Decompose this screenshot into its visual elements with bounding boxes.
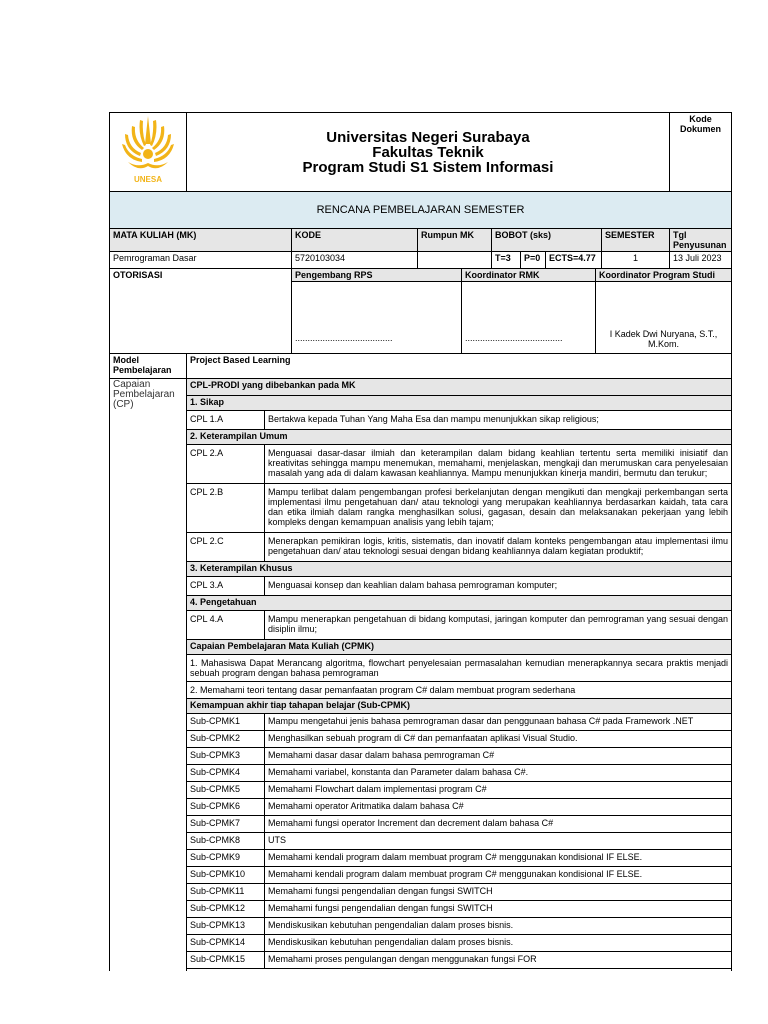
subcpmk-text: Memahami proses pengulangan dengan menggunakan fungsi FOR [265, 952, 732, 969]
subcpmk-text: UTS [265, 833, 732, 850]
col-tgl: Tgl Penyusunan [670, 229, 732, 252]
cpl-section-title: 1. Sikap [187, 396, 732, 411]
subcpmk-text: Memahami kendali program dalam membuat program C# menggunakan kondisional IF ELSE. [265, 850, 732, 867]
subcpmk-text: Memahami operator Aritmatika dalam bahasa C# [265, 799, 732, 816]
cpl-code: CPL 2.A [187, 445, 265, 484]
subcpmk-code: Sub-CPMK9 [187, 850, 265, 867]
course-semester: 1 [602, 252, 670, 269]
document-title: RENCANA PEMBELAJARAN SEMESTER [110, 192, 732, 229]
cp-label: Capaian Pembelajaran (CP) [110, 379, 187, 972]
cpl-code: CPL 4.A [187, 611, 265, 640]
unesa-logo [118, 114, 178, 188]
cpl-code: CPL 3.A [187, 577, 265, 596]
cpl-section-title: 2. Keterampilan Umum [187, 430, 732, 445]
table-tail [265, 969, 732, 972]
rps-document [109, 112, 731, 971]
subcpmk-text: Mendiskusikan kebutuhan pengendalian dalam proses bisnis. [265, 935, 732, 952]
course-t: T=3 [492, 252, 521, 269]
subcpmk-code: Sub-CPMK4 [187, 765, 265, 782]
col-bobot: BOBOT (sks) [492, 229, 602, 252]
subcpmk-heading: Kemampuan akhir tiap tahapan belajar (Sub-CPMK) [187, 699, 732, 714]
col-rumpun: Rumpun MK [418, 229, 492, 252]
subcpmk-code: Sub-CPMK11 [187, 884, 265, 901]
subcpmk-text: Mampu mengetahui jenis bahasa pemrograman dasar dan penggunaan bahasa C# pada Framework .NET [265, 714, 732, 731]
subcpmk-text: Memahami variabel, konstanta dan Parameter dalam bahasa C#. [265, 765, 732, 782]
developer-sign: ....................................... [292, 282, 462, 354]
doc-code-label: Kode Dokumen [670, 113, 732, 192]
cpmk-heading: Capaian Pembelajaran Mata Kuliah (CPMK) [187, 640, 732, 655]
cpl-code: CPL 2.C [187, 533, 265, 562]
university-name: Universitas Negeri Surabaya [326, 128, 530, 146]
coordinator-label: Koordinator RMK [462, 269, 596, 282]
cpl-section-title: 3. Keterampilan Khusus [187, 562, 732, 577]
subcpmk-code: Sub-CPMK8 [187, 833, 265, 850]
cp-table [109, 353, 732, 971]
subcpmk-text: Memahami fungsi operator Increment dan decrement dalam bahasa C# [265, 816, 732, 833]
authorization-table [109, 268, 732, 354]
subcpmk-code: Sub-CPMK13 [187, 918, 265, 935]
col-mk: MATA KULIAH (MK) [110, 229, 292, 252]
col-kode: KODE [292, 229, 418, 252]
subcpmk-code: Sub-CPMK5 [187, 782, 265, 799]
header-table [109, 112, 732, 269]
subcpmk-code: Sub-CPMK2 [187, 731, 265, 748]
course-date: 13 Juli 2023 [670, 252, 732, 269]
model-value: Project Based Learning [187, 354, 732, 379]
cpl-text: Mampu terlibat dalam pengembangan profesi berkelanjutan dengan mengikuti dan mengkaji perkembangan serta implementasi ilmu pengetahuan dan/ atau teknologi yang merupakan keahliannya berdasarkan kaidah, tata cara dan etika ilmiah dalam rangka menghasilkan solusi, gagasan, desain dan melaksanakan pekerjaan yang lebih kompleks dengan kemampuan analisis yang lebih tajam; [265, 484, 732, 533]
course-code: 5720103034 [292, 252, 418, 269]
subcpmk-code: Sub-CPMK6 [187, 799, 265, 816]
cpl-heading: CPL-PRODI yang dibebankan pada MK [187, 379, 732, 396]
table-tail [187, 969, 265, 972]
cpl-text: Menguasai dasar-dasar ilmiah dan keterampilan dalam bidang keahlian tertentu serta memiliki inisiatif dan kreativitas sehingga mampu menemukan, memahami, menjelaskan, mengkaji dan merumuskan cara penyelesaian masalah yang ada di dalam kawasan keahliannya. Mampu menunjukkan kinerja mandiri, bermutu dan terukur; [265, 445, 732, 484]
subcpmk-text: Memahami kendali program dalam membuat program C# menggunakan kondisional IF ELSE. [265, 867, 732, 884]
subcpmk-code: Sub-CPMK10 [187, 867, 265, 884]
cpl-code: CPL 1.A [187, 411, 265, 430]
subcpmk-code: Sub-CPMK15 [187, 952, 265, 969]
program-coord-label: Koordinator Program Studi [596, 269, 732, 282]
subcpmk-code: Sub-CPMK3 [187, 748, 265, 765]
course-rumpun [418, 252, 492, 269]
cpmk-item: 2. Memahami teori tentang dasar pemanfaatan program C# dalam membuat program sederhana [187, 682, 732, 699]
coordinator-sign: ....................................... [462, 282, 596, 354]
cpl-text: Menguasai konsep dan keahlian dalam bahasa pemrograman komputer; [265, 577, 732, 596]
cpmk-item: 1. Mahasiswa Dapat Merancang algoritma, flowchart penyelesaian permasalahan kemudian menerapkannya secara praktis menjadi sebuah program dengan bahasa pemrograman [187, 655, 732, 682]
faculty-name: Fakultas Teknik [372, 143, 484, 161]
developer-label: Pengembang RPS [292, 269, 462, 282]
subcpmk-text: Mendiskusikan kebutuhan pengendalian dalam proses bisnis. [265, 918, 732, 935]
subcpmk-code: Sub-CPMK7 [187, 816, 265, 833]
logo-cell [110, 113, 187, 192]
program-coord-name: I Kadek Dwi Nuryana, S.T., M.Kom. [596, 282, 732, 354]
course-name: Pemrograman Dasar [110, 252, 292, 269]
subcpmk-text: Memahami fungsi pengendalian dengan fungsi SWITCH [265, 901, 732, 918]
subcpmk-text: Memahami fungsi pengendalian dengan fungsi SWITCH [265, 884, 732, 901]
institution-title [187, 113, 670, 192]
cpl-text: Mampu menerapkan pengetahuan di bidang komputasi, jaringan komputer dan pemrograman yang sesuai dengan disiplin ilmu; [265, 611, 732, 640]
program-name: Program Studi S1 Sistem Informasi [302, 158, 554, 176]
course-p: P=0 [521, 252, 546, 269]
subcpmk-text: Memahami Flowchart dalam implementasi program C# [265, 782, 732, 799]
subcpmk-text: Memahami dasar dasar dalam bahasa pemrograman C# [265, 748, 732, 765]
cpl-section-title: 4. Pengetahuan [187, 596, 732, 611]
authorization-label: OTORISASI [110, 269, 292, 354]
subcpmk-code: Sub-CPMK14 [187, 935, 265, 952]
course-ects: ECTS=4.77 [546, 252, 602, 269]
model-label: Model Pembelajaran [110, 354, 187, 379]
cpl-text: Menerapkan pemikiran logis, kritis, sistematis, dan inovatif dalam konteks pengembangan atau implementasi ilmu pengetahuan dan/ atau teknologi sesuai dengan bidang keahliannya dalam kegiatan produktif; [265, 533, 732, 562]
col-semester: SEMESTER [602, 229, 670, 252]
subcpmk-code: Sub-CPMK12 [187, 901, 265, 918]
cpl-code: CPL 2.B [187, 484, 265, 533]
logo-text: UNESA [133, 175, 163, 184]
subcpmk-text: Menghasilkan sebuah program di C# dan pemanfaatan aplikasi Visual Studio. [265, 731, 732, 748]
cpl-text: Bertakwa kepada Tuhan Yang Maha Esa dan mampu menunjukkan sikap religious; [265, 411, 732, 430]
subcpmk-code: Sub-CPMK1 [187, 714, 265, 731]
